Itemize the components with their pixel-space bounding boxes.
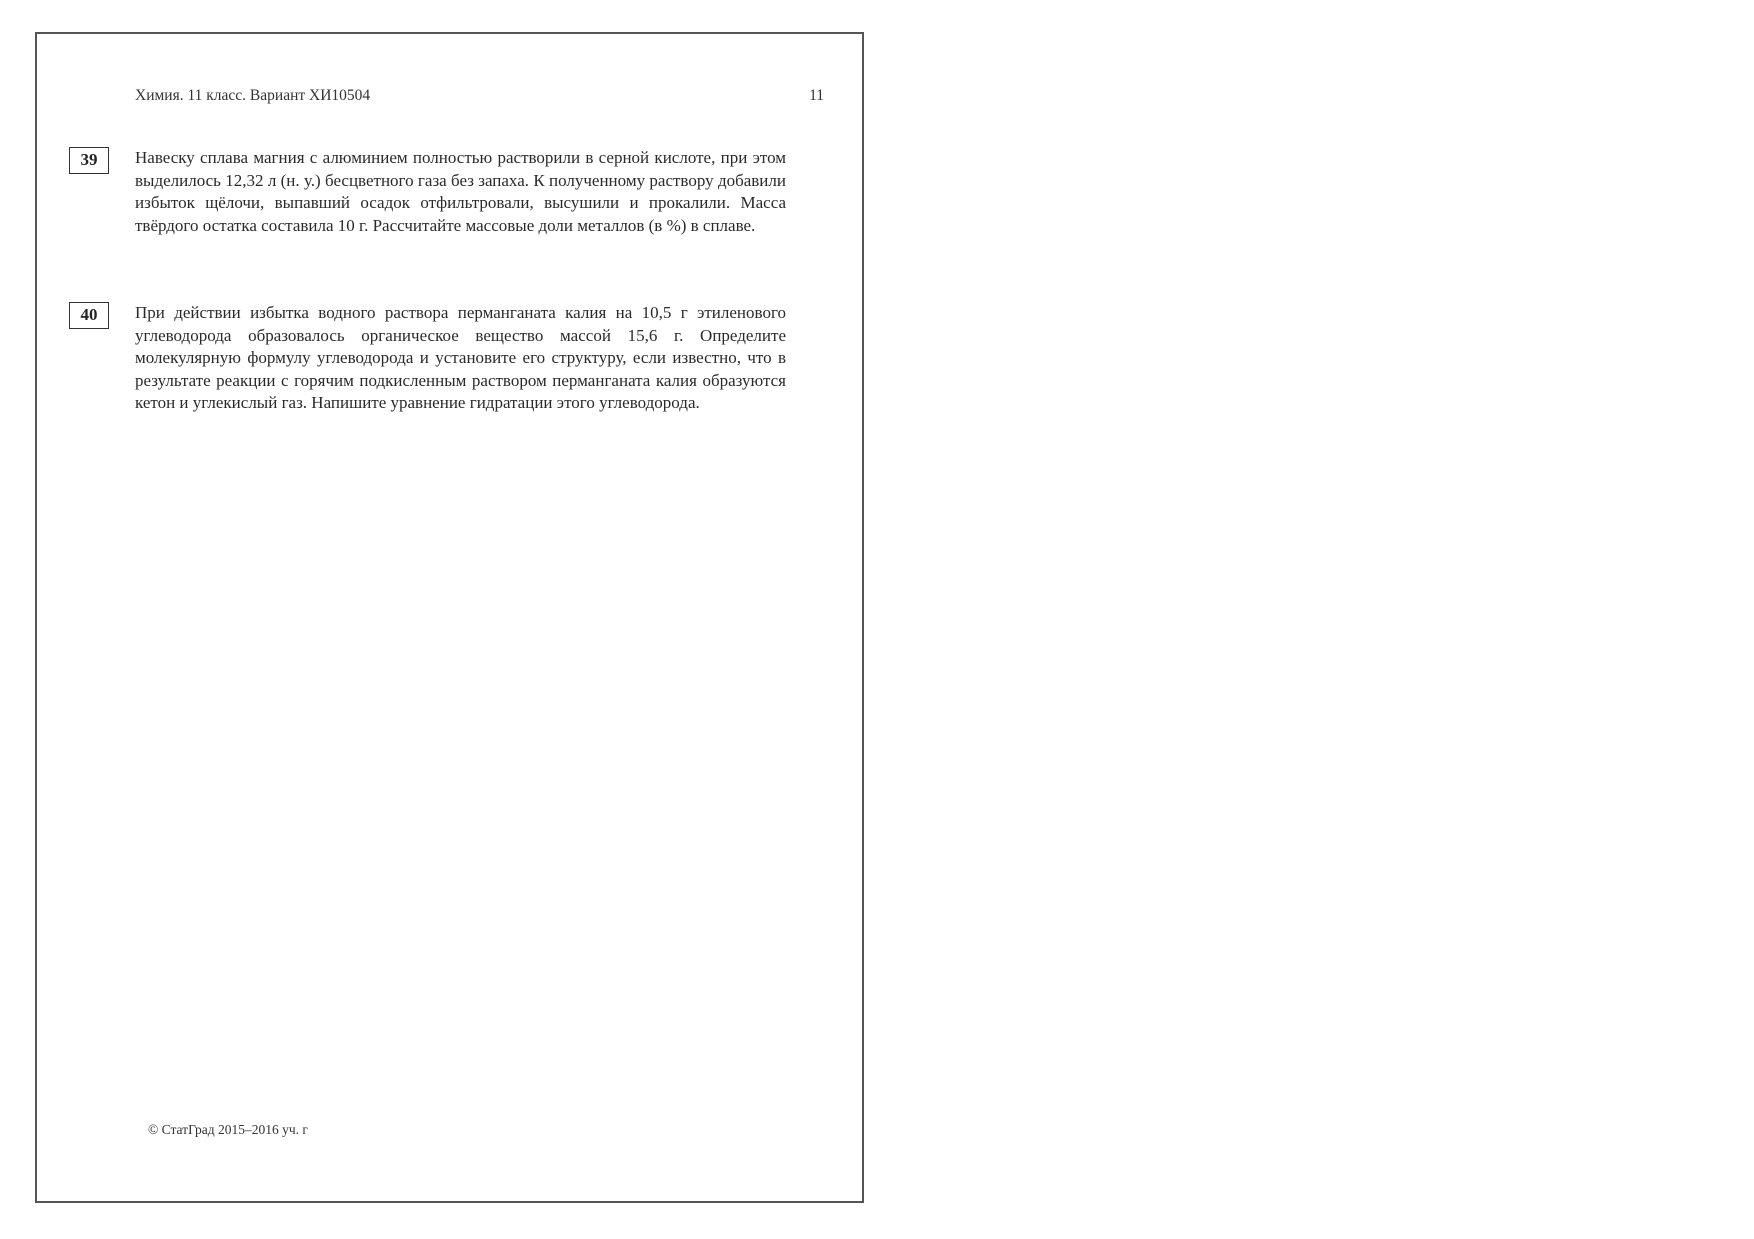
copyright-footer: © СтатГрад 2015–2016 уч. г — [148, 1122, 308, 1137]
task-number-box: 39 — [69, 147, 109, 174]
document-page — [35, 32, 864, 1203]
task-text: Навеску сплава магния с алюминием полностью растворили в серной кислоте, при этом выделилось 12,32 л (н. у.) бесцветного газа без запаха. К полученному раствору добавили избыток щёлочи, выпавший осадок отфильтровали, высушили и прокалили. Масса твёрдого остатка составила 10 г. Рассчитайте массовые доли металлов (в %) в сплаве. — [135, 148, 786, 235]
page-number: 11 — [809, 87, 824, 104]
header-title: Химия. 11 класс. Вариант ХИ10504 — [135, 87, 371, 104]
task-number-box: 40 — [69, 302, 109, 329]
task-text: При действии избытка водного раствора перманганата калия на 10,5 г этиленового углеводорода образовалось органическое вещество массой 15,6 г. Определите молекулярную формулу углеводорода и установите его структуру, если известно, что в результате реакции с горячим подкисленным раствором перманганата калия образуются кетон и углекислый газ. Напишите уравнение гидратации этого углеводорода. — [135, 303, 786, 412]
